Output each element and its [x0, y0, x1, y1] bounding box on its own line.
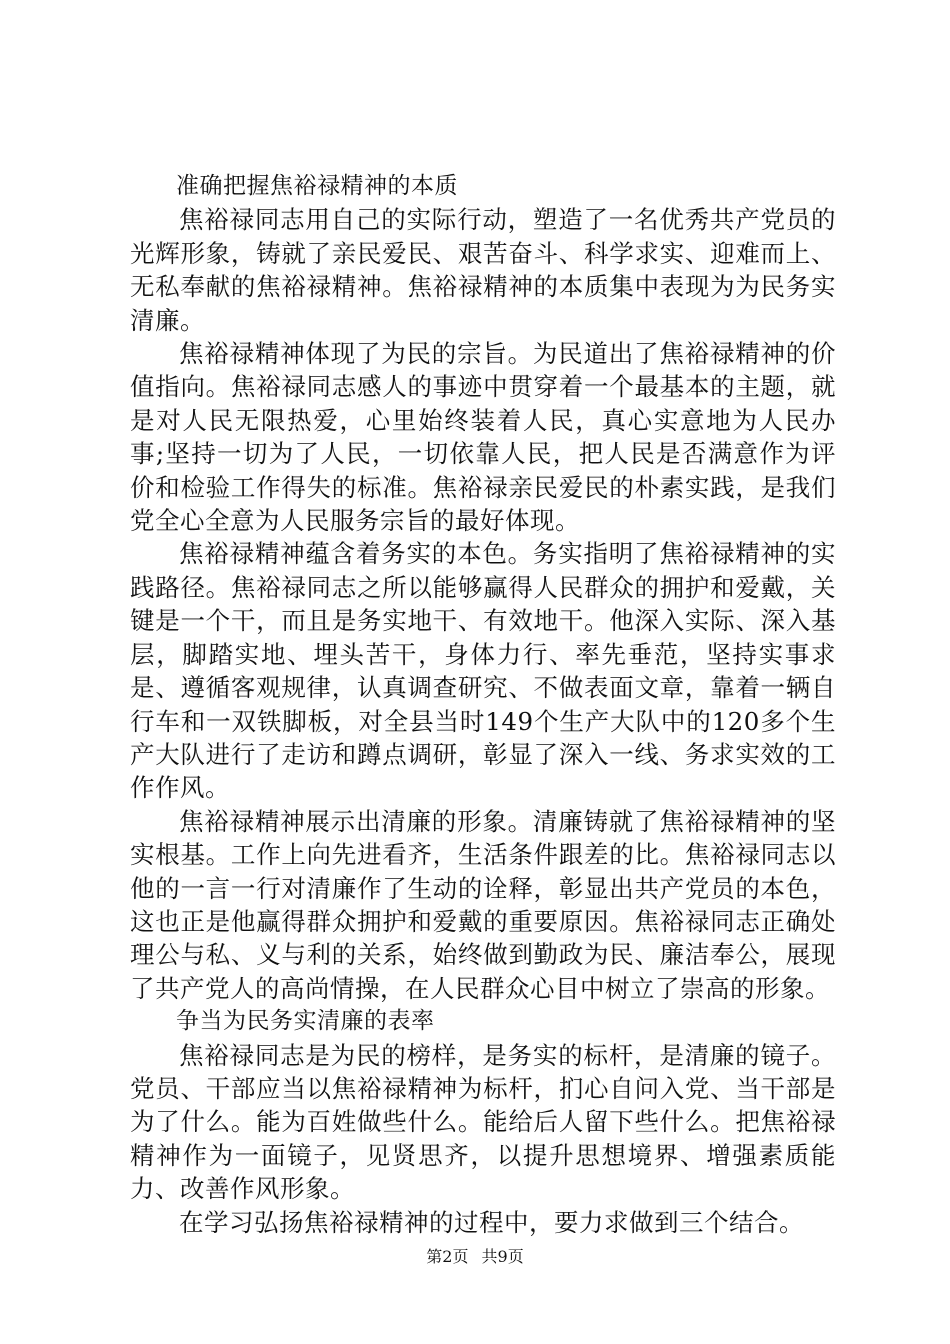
document-body	[130, 170, 836, 1239]
page-number: 第2页	[426, 1247, 469, 1266]
paragraph: 焦裕禄同志用自己的实际行动，塑造了一名优秀共产党员的光辉形象，铸就了亲民爱民、艰苦奋斗、科学求实、迎难而上、无私奉献的焦裕禄精神。焦裕禄精神的本质集中表现为为民务实清廉。	[130, 205, 836, 335]
page-total: 共9页	[481, 1247, 524, 1266]
paragraph: 在学习弘扬焦裕禄精神的过程中，要力求做到三个结合。	[179, 1207, 804, 1237]
paragraph: 焦裕禄精神体现了为民的宗旨。为民道出了焦裕禄精神的价值指向。焦裕禄同志感人的事迹中贯穿着一个最基本的主题，就是对人民无限热爱，心里始终装着人民，真心实意地为人民办事;坚持一切为了人民，一切依靠人民，把人民是否满意作为评价和检验工作得失的标准。焦裕禄亲民爱民的朴素实践，是我们党全心全意为人民服务宗旨的最好体现。	[130, 339, 836, 536]
paragraph: 焦裕禄同志是为民的榜样，是务实的标杆，是清廉的镜子。党员、干部应当以焦裕禄精神为标杆，扪心自问入党、当干部是为了什么。能为百姓做些什么。能给后人留下些什么。把焦裕禄精神作为一面镜子，见贤思齐，以提升思想境界、增强素质能力、改善作风形象。	[130, 1040, 836, 1204]
page-footer	[0, 1244, 950, 1267]
paragraph: 焦裕禄精神蕴含着务实的本色。务实指明了焦裕禄精神的实践路径。焦裕禄同志之所以能够赢得人民群众的拥护和爱戴，关键是一个干，而且是务实地干、有效地干。他深入实际、深入基层，脚踏实地、埋头苦干，身体力行、率先垂范，坚持实事求是、遵循客观规律，认真调查研究、不做表面文章，靠着一辆自行车和一双铁脚板，对全县当时149个生产大队中的120多个生产大队进行了走访和蹲点调研，彰显了深入一线、务求实效的工作作风。	[130, 539, 836, 803]
paragraph: 焦裕禄精神展示出清廉的形象。清廉铸就了焦裕禄精神的坚实根基。工作上向先进看齐，生活条件跟差的比。焦裕禄同志以他的一言一行对清廉作了生动的诠释，彰显出共产党员的本色，这也正是他赢得群众拥护和爱戴的重要原因。焦裕禄同志正确处理公与私、义与利的关系，始终做到勤政为民、廉洁奉公，展现了共产党人的高尚情操，在人民群众心目中树立了崇高的形象。	[130, 806, 836, 1003]
section-heading-essence: 准确把握焦裕禄精神的本质	[176, 173, 458, 199]
section-heading-role-model: 争当为民务实清廉的表率	[176, 1008, 435, 1035]
